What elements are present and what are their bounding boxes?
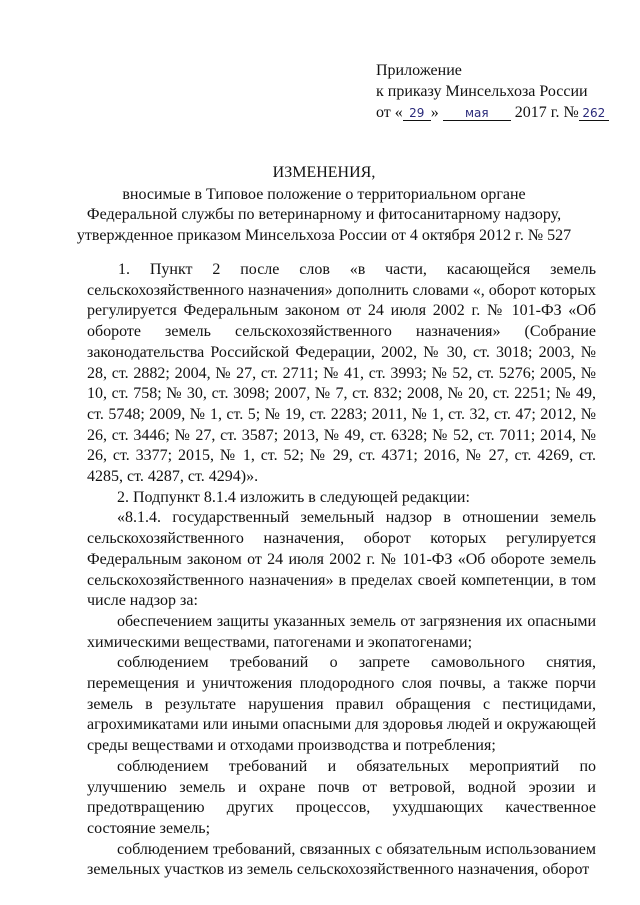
handwritten-order-number: 262 <box>579 106 609 121</box>
document-body <box>87 260 596 881</box>
paragraph-protection: обеспечением защиты указанных земель от загрязнения их опасными химическими веществами, патогенами и экопатогенами; <box>87 612 596 651</box>
appendix-block <box>376 60 616 123</box>
paragraph-item-1: 1. Пункт 2 после слов «в части, касающейся земель сельскохозяйственного назначения» дополнить словами «, оборот которых регулируется Федеральным законом от 24 июля 2002 г. № 101-ФЗ «Об обороте земель сельскохозяйственного назначения» (Собрание законодательства Российской Федерации, 2002, № 30, ст. 3018; 2003, № 28, ст. 2882; 2004, № 27, ст. 2711; № 41, ст. 3993; № 52, ст. 5276; 2005, № 10, ст. 758; № 30, ст. 3098; 2007, № 7, ст. 832; 2008, № 20, ст. 2251; № 49, ст. 5748; 2009, № 1, ст. 5; № 19, ст. 2283; 2011, № 1, ст. 32, ст. 47; 2012, № 26, ст. 3446; № 27, ст. 3587; 2013, № 49, ст. 6328; № 52, ст. 7011; 2014, № 26, ст. 3377; 2015, № 1, ст. 52; № 29, ст. 4371; 2016, № 27, ст. 4269, ст. 4285, ст. 4287, ст. 4294)». <box>87 261 596 486</box>
appendix-label: Приложение <box>376 62 462 79</box>
appendix-order-ref: к приказу Минсельхоза России <box>376 83 588 100</box>
paragraph-8-1-4: «8.1.4. государственный земельный надзор в отношении земель сельскохозяйственного назначения, оборот которых регулируется Федеральным законом от 24 июля 2002 г. № 101-ФЗ «Об обороте земель сельскохозяйственного назначения» в пределах своей компетенции, в том числе надзор за: <box>87 509 596 610</box>
paragraph-erosion: соблюдением требований и обязательных мероприятий по улучшению земель и охране почв от ветровой, водной эрозии и предотвращению других процессов, ухудшающих качественное состояние земель; <box>87 757 596 837</box>
heading-title: ИЗМЕНЕНИЯ, <box>272 164 376 181</box>
date-close-quote: » <box>430 104 439 121</box>
handwritten-day: 29 <box>403 106 431 121</box>
paragraph-soil-layer: соблюдением требований о запрете самовольного снятия, перемещения и уничтожения плодородного слоя почвы, а также порчи земель в результате нарушения правил обращения с пестицидами, агрохимикатами или иными опасными для здоровья людей и окружающей среды веществами и отходами производства и потребления; <box>87 654 596 755</box>
heading-subtitle-line-1: вносимые в Типовое положение о территориальном органе <box>122 185 526 203</box>
handwritten-month: мая <box>443 106 511 121</box>
appendix-date-line <box>376 102 616 123</box>
heading-subtitle-line-2: Федеральной службы по ветеринарному и фитосанитарному надзору, <box>86 206 562 223</box>
date-prefix: от « <box>376 104 403 121</box>
paragraph-item-2: 2. Подпункт 8.1.4 изложить в следующей редакции: <box>117 488 470 506</box>
heading-subtitle-line-3: утвержденное приказом Минсельхоза России от 4 октября 2012 г. № 527 <box>76 226 572 244</box>
paragraph-land-use: соблюдением требований, связанных с обязательным использованием земельных участков из земель сельскохозяйственного назначения, оборот <box>87 840 596 879</box>
date-year: 2017 г. № <box>514 104 579 121</box>
document-heading <box>60 163 588 246</box>
